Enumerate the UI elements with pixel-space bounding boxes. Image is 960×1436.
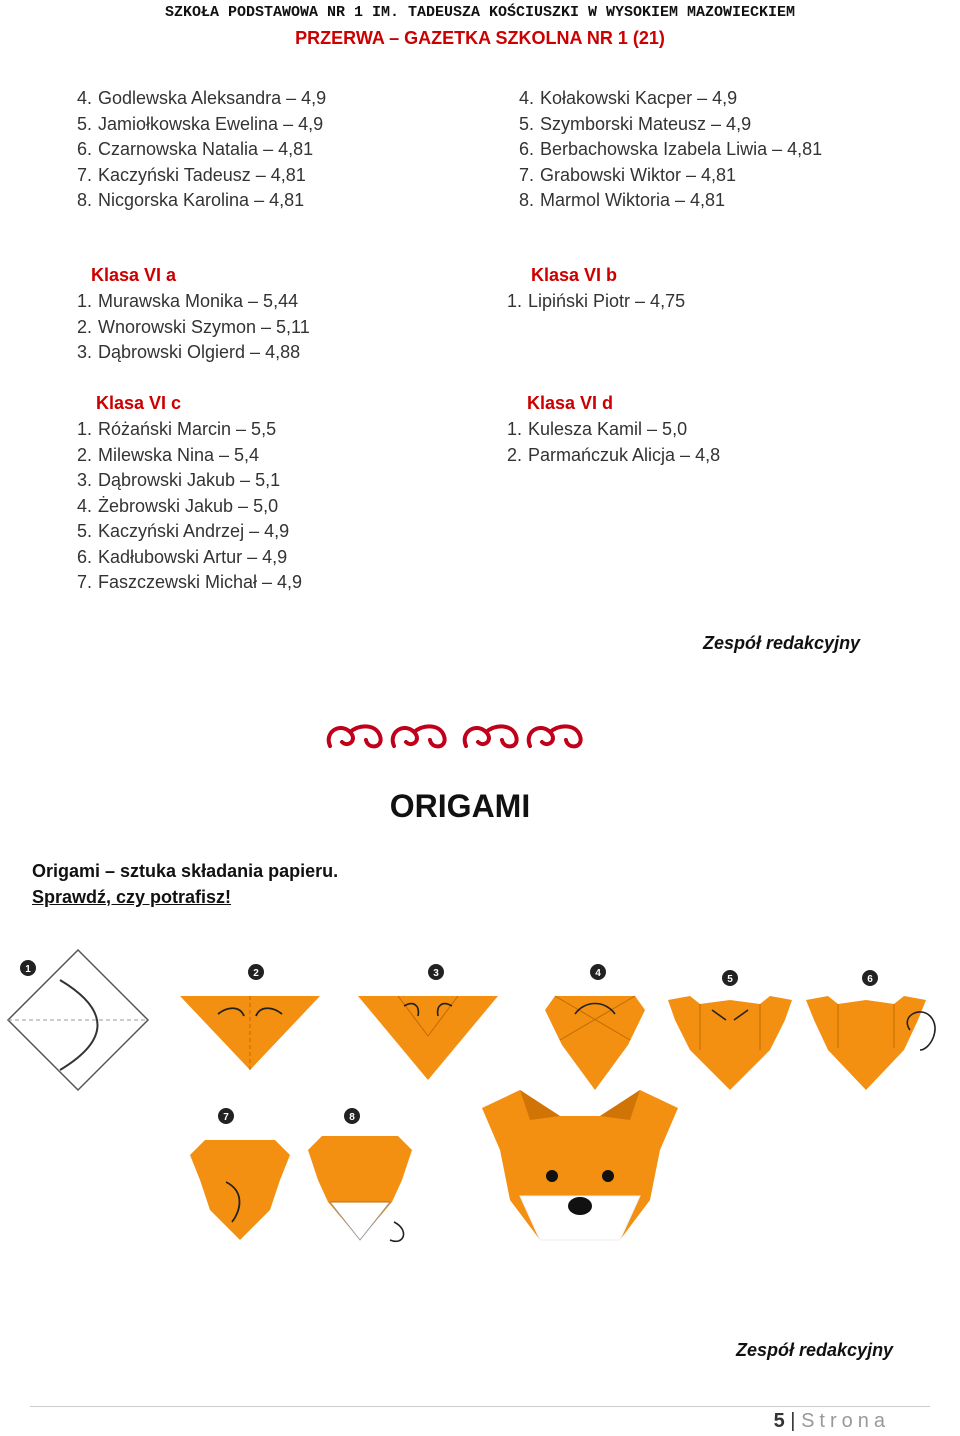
step-8 [308, 1108, 412, 1241]
list-item [60, 188, 326, 214]
list-item-text: Kołakowski Kacper – 4,9 [540, 88, 738, 108]
list-item-number: 5. [518, 113, 534, 134]
school-name-header: SZKOŁA PODSTAWOWA NR 1 IM. TADEUSZA KOŚCIUSZKI W WYSOKIEM MAZOWIECKIEM [164, 4, 796, 21]
bear-nose [568, 1197, 592, 1215]
step-number-4: 4 [595, 968, 601, 979]
step-1 [8, 950, 148, 1090]
list-item [490, 289, 685, 315]
list-item-number: 1. [506, 291, 522, 311]
page-number: 5 [773, 1410, 785, 1432]
step-number-7: 7 [223, 1112, 229, 1123]
list-item-text: Berbachowska Izabela Liwia – 4,81 [540, 139, 823, 159]
list-item [502, 137, 822, 163]
list-item [60, 443, 302, 469]
list-item [60, 86, 326, 112]
list-item-text: Parmańczuk Alicja – 4,8 [528, 444, 721, 465]
step-5 [668, 970, 792, 1090]
origami-description: Origami – sztuka składania papieru. [32, 861, 339, 881]
top-right-list [502, 86, 822, 214]
class-6c-heading: Klasa VI c [96, 393, 182, 413]
list-item-number: 2. [506, 444, 522, 465]
list-item-number: 6. [76, 546, 92, 567]
list-item-number: 4. [76, 88, 92, 108]
list-item-number: 5. [76, 521, 92, 541]
list-item-text: Godlewska Aleksandra – 4,9 [98, 88, 327, 108]
step-2 [180, 964, 320, 1070]
list-item-number: 1. [76, 291, 92, 311]
list-item [490, 443, 720, 469]
list-item-number: 7. [76, 164, 92, 185]
step-number-6: 6 [867, 974, 873, 985]
list-item [60, 289, 310, 315]
list-item [490, 417, 720, 443]
list-item [60, 545, 302, 571]
list-item-number: 8. [76, 190, 92, 210]
step-number-2: 2 [253, 968, 259, 979]
list-item [60, 468, 302, 494]
list-item-number: 3. [76, 342, 92, 362]
class-6d-list [490, 417, 720, 468]
list-item-text: Kadłubowski Artur – 4,9 [98, 546, 288, 567]
list-item-text: Żebrowski Jakub – 5,0 [98, 495, 279, 516]
decorative-scroll-ornament [320, 718, 600, 754]
page-label: Strona [801, 1410, 890, 1432]
list-item-text: Wnorowski Szymon – 5,11 [98, 316, 310, 337]
list-item [60, 570, 302, 596]
list-item-text: Kulesza Kamil – 5,0 [528, 419, 688, 439]
list-item-number: 6. [518, 139, 534, 159]
footer-divider [30, 1406, 930, 1407]
list-item-text: Milewska Nina – 5,4 [98, 444, 260, 465]
list-item [60, 112, 326, 138]
list-item-number: 4. [76, 495, 92, 516]
origami-title: ORIGAMI [389, 788, 531, 824]
class-6a-list [60, 289, 310, 366]
list-item-text: Kaczyński Andrzej – 4,9 [98, 521, 290, 541]
list-item [60, 163, 326, 189]
class-6c-list [60, 417, 302, 596]
class-6b-list [490, 289, 685, 315]
list-item [60, 137, 326, 163]
list-item [60, 494, 302, 520]
step-number-3: 3 [433, 968, 439, 979]
list-item-number: 4. [518, 88, 534, 108]
step-4 [545, 964, 645, 1090]
list-item-text: Lipiński Piotr – 4,75 [528, 291, 686, 311]
class-6d-heading: Klasa VI d [527, 393, 614, 413]
list-item-text: Szymborski Mateusz – 4,9 [540, 113, 752, 134]
list-item-number: 6. [76, 139, 92, 159]
list-item-number: 1. [76, 419, 92, 439]
top-left-list [60, 86, 326, 214]
class-6b-heading: Klasa VI b [531, 265, 618, 285]
list-item-text: Faszczewski Michał – 4,9 [98, 572, 303, 592]
list-item-text: Jamiołkowska Ewelina – 4,9 [98, 113, 324, 134]
list-item [502, 188, 822, 214]
list-item-number: 2. [76, 316, 92, 337]
page-footer [774, 1410, 890, 1433]
editorial-team-signature: Zespół redakcyjny [703, 633, 861, 653]
list-item-text: Nicgorska Karolina – 4,81 [98, 190, 305, 210]
list-item-text: Grabowski Wiktor – 4,81 [540, 164, 737, 185]
step-7 [190, 1108, 290, 1240]
bear-left-eye [546, 1170, 558, 1182]
step-number-1: 1 [25, 964, 31, 975]
list-item-number: 1. [506, 419, 522, 439]
class-6a-heading: Klasa VI a [91, 265, 177, 285]
origami-bear-steps-illustration [0, 940, 960, 1270]
list-item-text: Czarnowska Natalia – 4,81 [98, 139, 314, 159]
list-item-number: 3. [76, 470, 92, 490]
list-item-text: Dąbrowski Olgierd – 4,88 [98, 342, 301, 362]
list-item-number: 2. [76, 444, 92, 465]
list-item [60, 417, 302, 443]
origami-intro [32, 858, 338, 910]
list-item [60, 519, 302, 545]
list-item-number: 7. [518, 164, 534, 185]
page-separator: | [790, 1410, 796, 1432]
editorial-team-signature-bottom: Zespół redakcyjny [736, 1340, 894, 1360]
list-item [60, 340, 310, 366]
list-item-text: Dąbrowski Jakub – 5,1 [98, 470, 281, 490]
list-item [60, 315, 310, 341]
origami-challenge: Sprawdź, czy potrafisz! [32, 887, 232, 907]
step-6 [806, 970, 935, 1090]
list-item [502, 86, 822, 112]
issue-title-header: PRZERWA – GAZETKA SZKOLNA NR 1 (21) [295, 28, 665, 48]
list-item-number: 5. [76, 113, 92, 134]
list-item-text: Marmol Wiktoria – 4,81 [540, 190, 726, 210]
list-item [502, 163, 822, 189]
step-3 [358, 964, 498, 1080]
step-number-5: 5 [727, 974, 733, 985]
list-item-text: Różański Marcin – 5,5 [98, 419, 277, 439]
list-item-text: Murawska Monika – 5,44 [98, 291, 299, 311]
list-item-number: 8. [518, 190, 534, 210]
list-item-text: Kaczyński Tadeusz – 4,81 [98, 164, 306, 185]
bear-right-eye [602, 1170, 614, 1182]
finished-origami-bear [482, 1090, 678, 1240]
list-item-number: 7. [76, 572, 92, 592]
step-number-8: 8 [349, 1112, 355, 1123]
list-item [502, 112, 822, 138]
